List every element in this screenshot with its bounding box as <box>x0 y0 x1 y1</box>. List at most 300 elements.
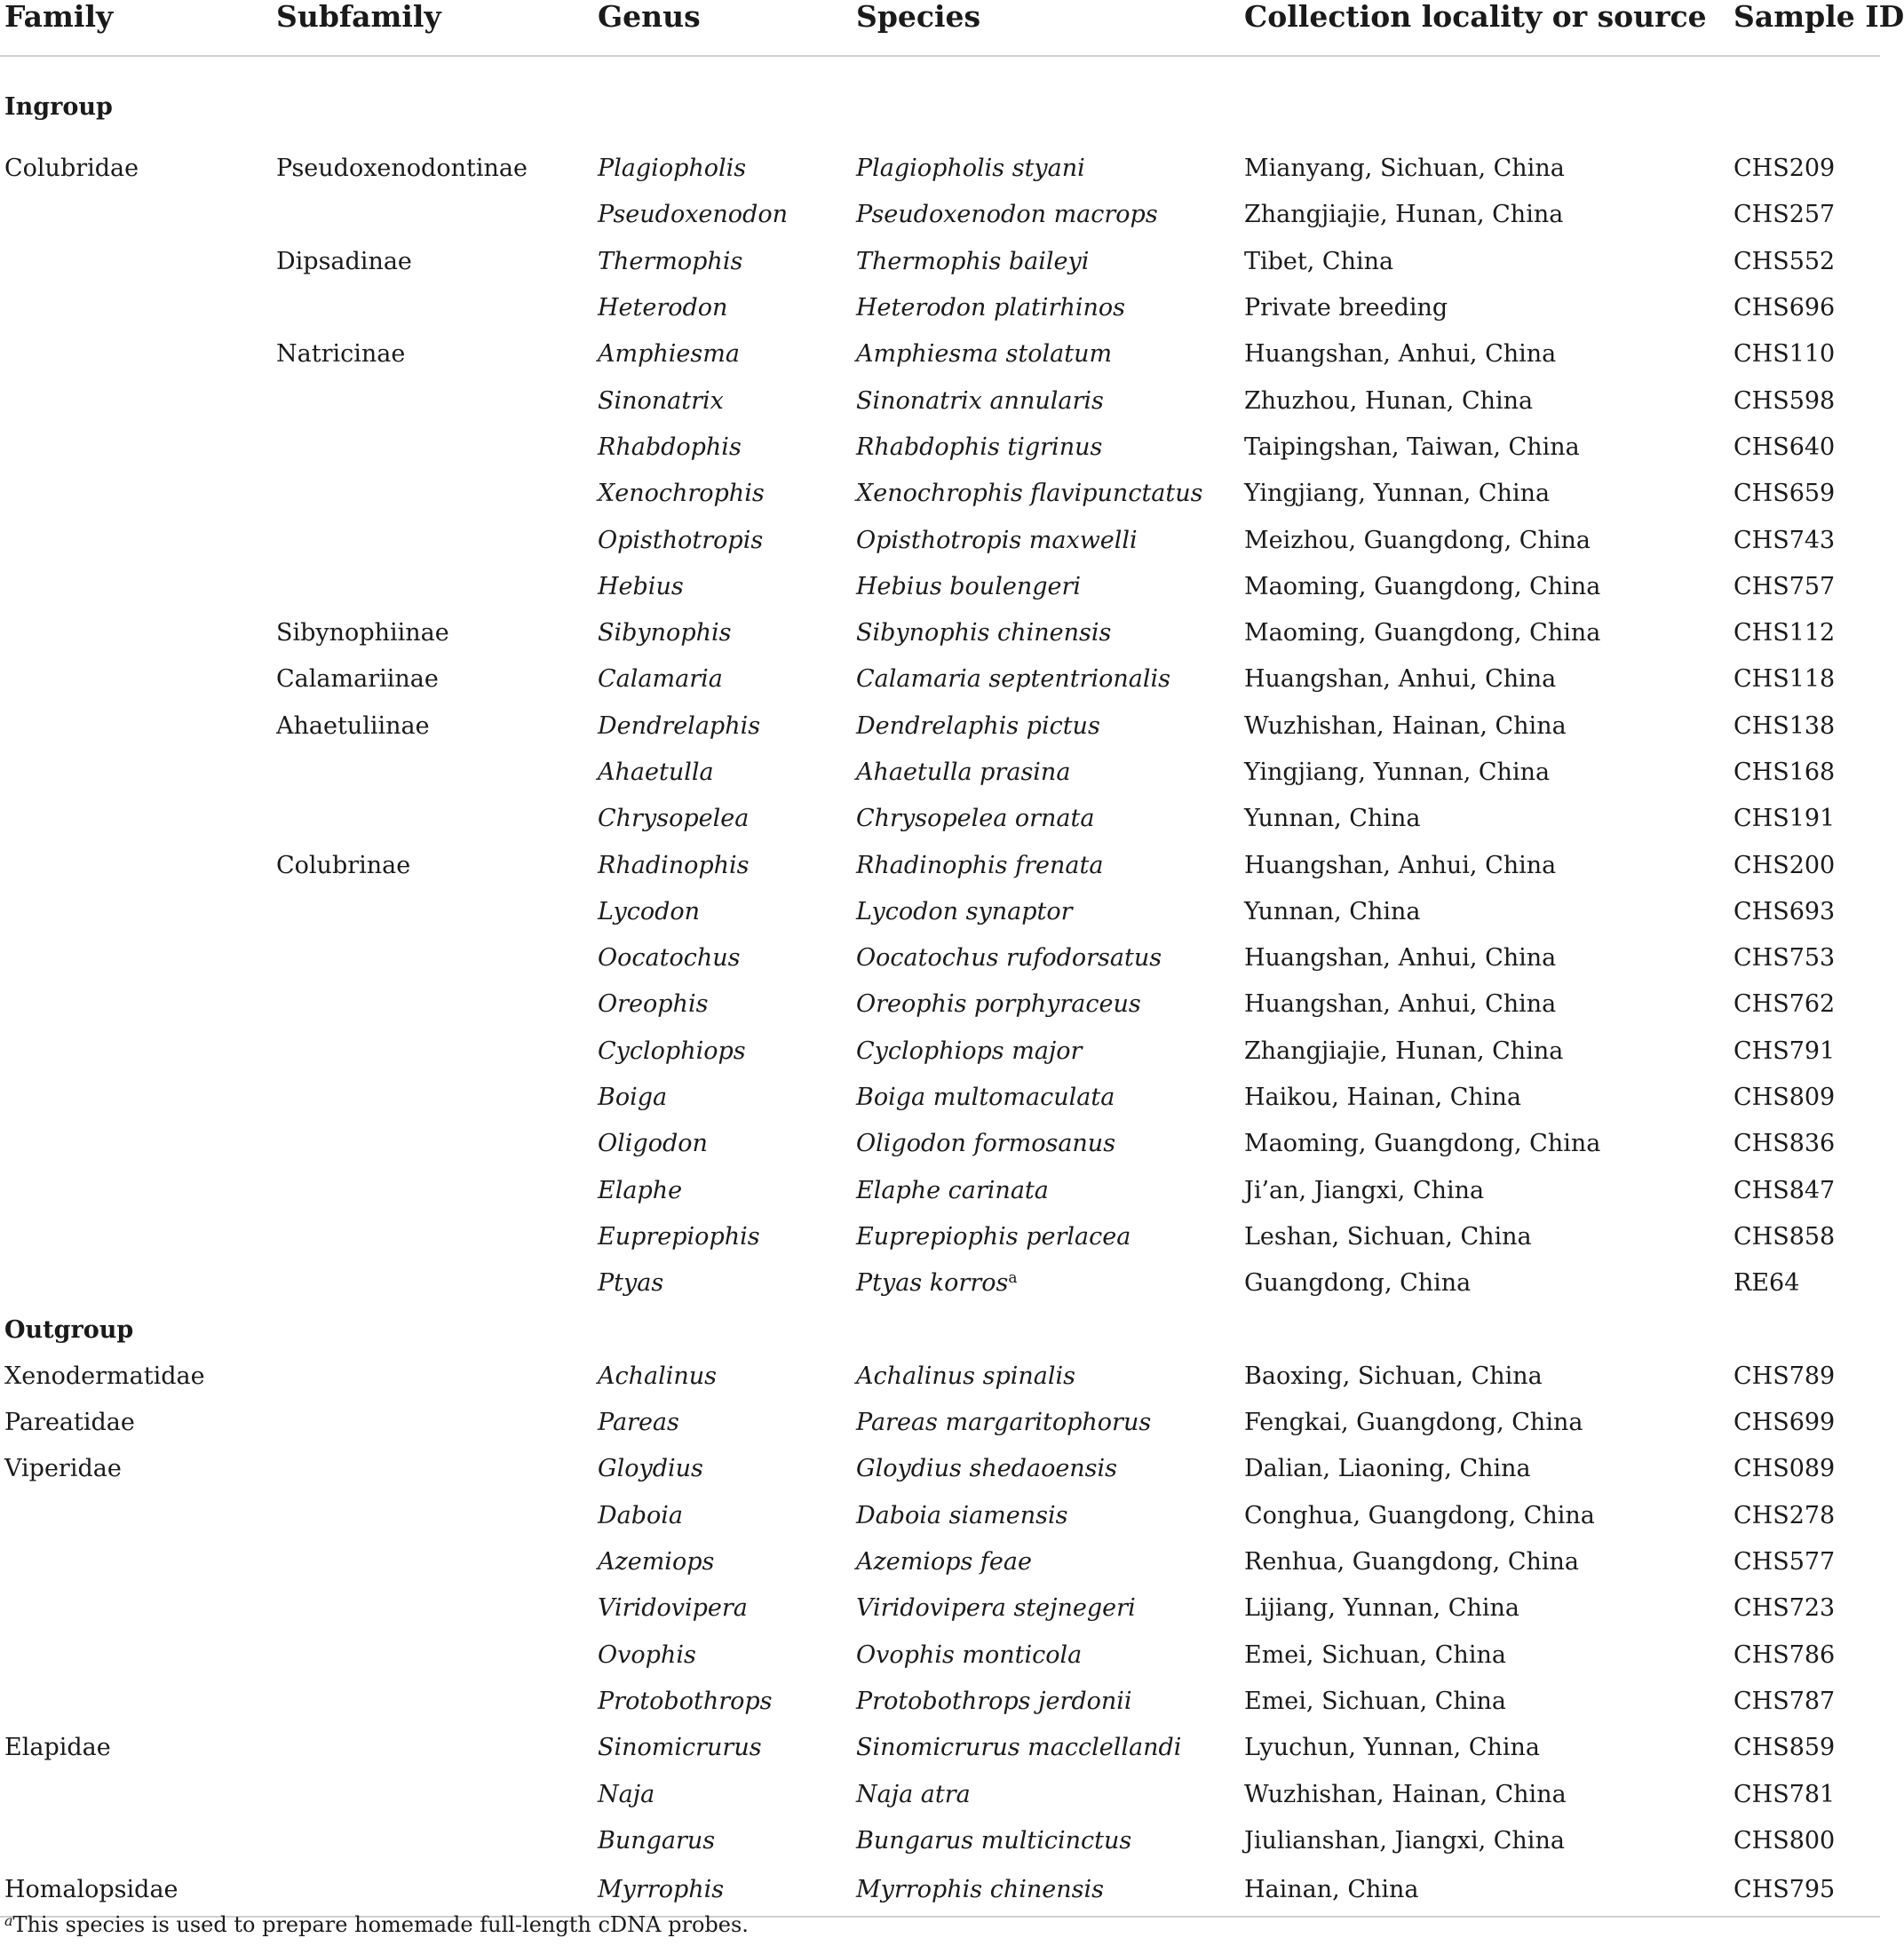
cell-family <box>0 1864 272 1917</box>
cell-family <box>0 285 272 331</box>
cell-species <box>852 750 1240 796</box>
table-row <box>0 935 1880 981</box>
cell-sample <box>1729 1771 1880 1817</box>
cell-sample-text: CHS168 <box>1733 759 1836 786</box>
cell-species-text: Euprepiophis perlacea <box>856 1222 1131 1251</box>
cell-species-text: Hebius boulengeri <box>856 572 1082 600</box>
cell-locality <box>1240 425 1729 471</box>
cell-sample <box>1729 239 1880 285</box>
cell-locality-text: Huangshan, Anhui, China <box>1244 340 1557 369</box>
table-row <box>0 377 1880 424</box>
cell-genus-text: Myrrophis <box>598 1875 725 1903</box>
cell-locality <box>1240 935 1729 981</box>
cell-subfamily <box>272 1725 593 1771</box>
cell-species-text: Oocatochus rufodorsatus <box>856 944 1162 973</box>
cell-species-text: Opisthotropis maxwelli <box>856 526 1138 554</box>
cell-sample-text: CHS257 <box>1733 201 1836 229</box>
cell-family <box>0 146 272 192</box>
cell-family-text: Elapidae <box>4 1734 111 1762</box>
cell-locality-text: Yunnan, China <box>1244 897 1421 925</box>
cell-sample <box>1729 425 1880 471</box>
table-row <box>0 703 1880 750</box>
cell-genus <box>593 239 852 285</box>
cell-sample <box>1729 1679 1880 1725</box>
cell-locality-text: Taipingshan, Taiwan, China <box>1244 433 1580 461</box>
cell-genus-text: Opisthotropis <box>598 526 764 554</box>
cell-subfamily <box>272 1446 593 1492</box>
table-row <box>0 471 1880 517</box>
cell-species <box>852 889 1240 935</box>
cell-genus <box>593 331 852 377</box>
cell-sample-text: CHS209 <box>1733 155 1836 183</box>
cell-subfamily <box>272 1168 593 1214</box>
cell-family <box>0 1400 272 1446</box>
cell-species-text: Sibynophis chinensis <box>856 619 1112 647</box>
header-subfamily: Subfamily <box>276 0 441 34</box>
cell-subfamily <box>272 146 593 192</box>
cell-genus-text: Rhabdophis <box>598 433 742 461</box>
table-row <box>0 1725 1880 1771</box>
cell-genus <box>593 146 852 192</box>
cell-locality <box>1240 1168 1729 1214</box>
cell-family <box>0 377 272 424</box>
cell-locality <box>1240 981 1729 1028</box>
cell-sample-text: RE64 <box>1733 1269 1800 1298</box>
cell-locality <box>1240 1075 1729 1121</box>
cell-family <box>0 1354 272 1400</box>
cell-sample-text: CHS640 <box>1733 433 1836 461</box>
cell-locality-text: Maoming, Guangdong, China <box>1244 619 1601 647</box>
cell-species-text: Achalinus spinalis <box>856 1362 1075 1390</box>
cell-genus-text: Pseudoxenodon <box>598 201 788 229</box>
cell-sample-text: CHS757 <box>1733 572 1836 600</box>
cell-species <box>852 796 1240 842</box>
cell-sample <box>1729 750 1880 796</box>
cell-subfamily <box>272 331 593 377</box>
cell-subfamily <box>272 1585 593 1632</box>
cell-species <box>852 1214 1240 1260</box>
cell-genus <box>593 1818 852 1864</box>
cell-genus-text: Xenochrophis <box>598 480 765 508</box>
cell-locality <box>1240 1818 1729 1864</box>
cell-species <box>852 1260 1240 1307</box>
cell-species <box>852 1029 1240 1075</box>
cell-genus-text: Rhadinophis <box>598 851 750 879</box>
cell-locality <box>1240 1771 1729 1817</box>
cell-family <box>0 1585 272 1632</box>
cell-sample-text: CHS795 <box>1733 1875 1836 1903</box>
cell-sample <box>1729 1446 1880 1492</box>
cell-locality-text: Hainan, China <box>1244 1875 1419 1903</box>
cell-locality-text: Conghua, Guangdong, China <box>1244 1501 1595 1529</box>
cell-sample <box>1729 1493 1880 1539</box>
cell-species-text: Protobothrops jerdonii <box>856 1687 1132 1715</box>
cell-family-text: Viperidae <box>4 1455 122 1483</box>
cell-locality-text: Wuzhishan, Hainan, China <box>1244 711 1567 740</box>
cell-species <box>852 1818 1240 1864</box>
cell-locality <box>1240 1446 1729 1492</box>
cell-subfamily-text: Dipsadinae <box>276 247 412 275</box>
cell-family <box>0 1818 272 1864</box>
cell-genus-text: Lycodon <box>598 897 701 925</box>
table-row <box>0 239 1880 285</box>
cell-species <box>852 471 1240 517</box>
cell-sample <box>1729 377 1880 424</box>
table-row <box>0 1260 1880 1307</box>
cell-family <box>0 1725 272 1771</box>
cell-locality <box>1240 517 1729 563</box>
cell-genus-text: Hebius <box>598 572 684 600</box>
cell-sample <box>1729 1029 1880 1075</box>
cell-family <box>0 750 272 796</box>
cell-species-text: Gloydius shedaoensis <box>856 1455 1118 1483</box>
cell-sample-text: CHS696 <box>1733 294 1836 322</box>
cell-locality-text: Yunnan, China <box>1244 805 1421 833</box>
cell-sample <box>1729 1260 1880 1307</box>
cell-family <box>0 471 272 517</box>
cell-genus-text: Euprepiophis <box>598 1222 760 1251</box>
cell-species-text: Dendrelaphis pictus <box>856 711 1100 740</box>
cell-genus-text: Pareas <box>598 1409 679 1437</box>
cell-genus-text: Bungarus <box>598 1826 716 1855</box>
cell-locality <box>1240 1029 1729 1075</box>
cell-subfamily <box>272 1864 593 1917</box>
cell-sample <box>1729 889 1880 935</box>
table-row <box>0 1168 1880 1214</box>
cell-sample-text: CHS743 <box>1733 526 1836 554</box>
cell-species <box>852 842 1240 888</box>
table-body <box>0 56 1880 1917</box>
cell-genus <box>593 750 852 796</box>
table-row <box>0 656 1880 703</box>
cell-family <box>0 1214 272 1260</box>
cell-genus <box>593 1029 852 1075</box>
cell-sample <box>1729 517 1880 563</box>
table-row <box>0 331 1880 377</box>
table-row <box>0 285 1880 331</box>
cell-species <box>852 285 1240 331</box>
cell-family <box>0 1446 272 1492</box>
cell-subfamily <box>272 471 593 517</box>
cell-species-text: Sinonatrix annularis <box>856 386 1104 415</box>
cell-locality <box>1240 842 1729 888</box>
cell-subfamily <box>272 1771 593 1817</box>
cell-species <box>852 1354 1240 1400</box>
cell-locality-text: Huangshan, Anhui, China <box>1244 990 1557 1019</box>
cell-family-text: Homalopsidae <box>4 1875 178 1903</box>
cell-locality <box>1240 1864 1729 1917</box>
table-row <box>0 889 1880 935</box>
cell-genus <box>593 1354 852 1400</box>
cell-locality-text: Private breeding <box>1244 294 1448 322</box>
cell-subfamily <box>272 1214 593 1260</box>
cell-species-text: Boiga multomaculata <box>856 1084 1115 1112</box>
cell-sample-text: CHS723 <box>1733 1594 1836 1623</box>
cell-locality-text: Zhangjiajie, Hunan, China <box>1244 1037 1564 1065</box>
cell-locality <box>1240 285 1729 331</box>
cell-locality-text: Maoming, Guangdong, China <box>1244 572 1601 600</box>
cell-genus-text: Sinonatrix <box>598 386 724 415</box>
cell-family <box>0 1168 272 1214</box>
cell-genus-text: Achalinus <box>598 1362 718 1390</box>
cell-genus <box>593 285 852 331</box>
cell-genus-text: Elaphe <box>598 1176 683 1204</box>
cell-locality-text: Lyuchun, Yunnan, China <box>1244 1734 1541 1762</box>
cell-genus-text: Viridovipera <box>598 1594 748 1623</box>
cell-locality-text: Mianyang, Sichuan, China <box>1244 155 1565 183</box>
cell-species <box>852 1168 1240 1214</box>
cell-species-text: Cyclophiops major <box>856 1037 1083 1065</box>
cell-species-text: Naja atra <box>856 1780 971 1808</box>
cell-locality-text: Zhangjiajie, Hunan, China <box>1244 201 1564 229</box>
cell-family <box>0 889 272 935</box>
cell-genus-text: Boiga <box>598 1084 668 1112</box>
cell-subfamily <box>272 564 593 610</box>
cell-sample-text: CHS809 <box>1733 1084 1836 1112</box>
table-row <box>0 1029 1880 1075</box>
cell-sample-text: CHS598 <box>1733 386 1836 415</box>
cell-locality <box>1240 1214 1729 1260</box>
cell-species <box>852 1632 1240 1679</box>
cell-family <box>0 703 272 750</box>
table-row <box>0 564 1880 610</box>
cell-genus <box>593 1446 852 1492</box>
cell-subfamily <box>272 1075 593 1121</box>
cell-sample <box>1729 842 1880 888</box>
cell-species-text: Viridovipera stejnegeri <box>856 1594 1136 1623</box>
cell-locality-text: Fengkai, Guangdong, China <box>1244 1409 1583 1437</box>
cell-locality-text: Leshan, Sichuan, China <box>1244 1222 1532 1251</box>
cell-locality <box>1240 564 1729 610</box>
header-row <box>0 0 1880 56</box>
header-locality: Collection locality or source <box>1244 0 1707 34</box>
cell-locality <box>1240 192 1729 238</box>
cell-family <box>0 610 272 656</box>
cell-species-text: Myrrophis chinensis <box>856 1875 1104 1903</box>
cell-sample <box>1729 331 1880 377</box>
cell-species <box>852 517 1240 563</box>
cell-species-text: Elaphe carinata <box>856 1176 1049 1204</box>
cell-genus <box>593 1214 852 1260</box>
cell-species-text: Oreophis porphyraceus <box>856 990 1141 1019</box>
cell-sample <box>1729 564 1880 610</box>
cell-species <box>852 1864 1240 1917</box>
cell-genus <box>593 471 852 517</box>
cell-sample <box>1729 1864 1880 1917</box>
cell-species <box>852 239 1240 285</box>
cell-genus-text: Daboia <box>598 1501 684 1529</box>
cell-genus <box>593 1771 852 1817</box>
cell-genus-text: Chrysopelea <box>598 805 750 833</box>
cell-family <box>0 517 272 563</box>
cell-species <box>852 192 1240 238</box>
cell-species-text: Xenochrophis flavipunctatus <box>856 480 1203 508</box>
cell-subfamily <box>272 377 593 424</box>
cell-locality <box>1240 750 1729 796</box>
table-row <box>0 517 1880 563</box>
header-sample-id: Sample ID <box>1733 0 1904 34</box>
cell-genus-text: Ovophis <box>598 1640 696 1669</box>
cell-locality-text: Wuzhishan, Hainan, China <box>1244 1780 1567 1808</box>
cell-locality-text: Lijiang, Yunnan, China <box>1244 1594 1519 1623</box>
cell-locality-text: Yingjiang, Yunnan, China <box>1244 480 1551 508</box>
cell-subfamily <box>272 1493 593 1539</box>
cell-locality <box>1240 1493 1729 1539</box>
cell-sample-text: CHS800 <box>1733 1826 1836 1855</box>
cell-subfamily <box>272 656 593 703</box>
cell-genus-text: Sibynophis <box>598 619 732 647</box>
cell-species-text: Amphiesma stolatum <box>856 340 1113 369</box>
cell-genus <box>593 1679 852 1725</box>
cell-subfamily <box>272 1260 593 1307</box>
group-label-outgroup: Outgroup <box>4 1315 134 1344</box>
cell-subfamily <box>272 796 593 842</box>
cell-genus-text: Calamaria <box>598 665 723 694</box>
table-row <box>0 750 1880 796</box>
cell-species <box>852 1075 1240 1121</box>
cell-family <box>0 425 272 471</box>
cell-family <box>0 842 272 888</box>
cell-sample-text: CHS787 <box>1733 1687 1836 1715</box>
cell-genus-text: Oreophis <box>598 990 709 1019</box>
cell-genus <box>593 656 852 703</box>
cell-sample <box>1729 285 1880 331</box>
cell-locality-text: Huangshan, Anhui, China <box>1244 851 1557 879</box>
cell-locality-text: Maoming, Guangdong, China <box>1244 1130 1601 1158</box>
cell-genus-text: Ahaetulla <box>598 759 714 786</box>
cell-locality <box>1240 471 1729 517</box>
cell-sample-text: CHS110 <box>1733 340 1836 369</box>
cell-locality <box>1240 1632 1729 1679</box>
cell-species <box>852 1400 1240 1446</box>
cell-species-text: Rhadinophis frenata <box>856 851 1104 879</box>
cell-sample-text: CHS699 <box>1733 1409 1836 1437</box>
cell-genus <box>593 425 852 471</box>
cell-locality-text: Tibet, China <box>1244 247 1394 275</box>
cell-species-text: Pareas margaritophorus <box>856 1409 1152 1437</box>
cell-subfamily <box>272 285 593 331</box>
cell-species-text: Ahaetulla prasina <box>856 759 1071 786</box>
cell-sample <box>1729 471 1880 517</box>
cell-species <box>852 331 1240 377</box>
cell-species-text: Ptyas korros <box>856 1269 1009 1298</box>
cell-subfamily <box>272 425 593 471</box>
table-row <box>0 1818 1880 1864</box>
cell-locality <box>1240 1725 1729 1771</box>
cell-sample-text: CHS118 <box>1733 665 1836 694</box>
cell-genus-text: Azemiops <box>598 1548 715 1577</box>
cell-subfamily <box>272 935 593 981</box>
cell-subfamily <box>272 610 593 656</box>
cell-family <box>0 1029 272 1075</box>
cell-species <box>852 1446 1240 1492</box>
cell-locality <box>1240 1354 1729 1400</box>
cell-genus <box>593 703 852 750</box>
cell-species <box>852 656 1240 703</box>
table-row <box>0 1354 1880 1400</box>
cell-locality <box>1240 377 1729 424</box>
header-species: Species <box>856 0 981 34</box>
cell-species-text: Bungarus multicinctus <box>856 1826 1132 1855</box>
cell-subfamily <box>272 1354 593 1400</box>
cell-genus <box>593 1632 852 1679</box>
cell-locality-text: Haikou, Hainan, China <box>1244 1084 1521 1112</box>
cell-sample <box>1729 796 1880 842</box>
cell-species <box>852 703 1240 750</box>
cell-species <box>852 1771 1240 1817</box>
cell-locality <box>1240 889 1729 935</box>
table-row <box>0 1075 1880 1121</box>
cell-genus-text: Amphiesma <box>598 340 740 369</box>
cell-sample <box>1729 192 1880 238</box>
cell-species <box>852 1121 1240 1167</box>
cell-genus <box>593 796 852 842</box>
table-row <box>0 146 1880 192</box>
cell-genus-text: Dendrelaphis <box>598 711 761 740</box>
cell-sample-text: CHS789 <box>1733 1362 1836 1390</box>
cell-family <box>0 656 272 703</box>
cell-sample <box>1729 1168 1880 1214</box>
cell-family <box>0 1539 272 1585</box>
cell-locality-text: Zhuzhou, Hunan, China <box>1244 386 1534 415</box>
cell-family <box>0 981 272 1028</box>
cell-species <box>852 1725 1240 1771</box>
cell-locality-text: Yingjiang, Yunnan, China <box>1244 759 1551 786</box>
table-row <box>0 1493 1880 1539</box>
cell-locality <box>1240 1260 1729 1307</box>
cell-sample <box>1729 1121 1880 1167</box>
cell-family <box>0 796 272 842</box>
table-row <box>0 1632 1880 1679</box>
cell-locality-text: Meizhou, Guangdong, China <box>1244 526 1591 554</box>
cell-genus-text: Gloydius <box>598 1455 703 1483</box>
cell-subfamily <box>272 703 593 750</box>
table-row <box>0 1121 1880 1167</box>
cell-genus <box>593 377 852 424</box>
cell-locality <box>1240 1679 1729 1725</box>
cell-genus <box>593 1075 852 1121</box>
cell-subfamily <box>272 842 593 888</box>
cell-family <box>0 564 272 610</box>
cell-species-text: Thermophis baileyi <box>856 247 1090 275</box>
cell-genus <box>593 1121 852 1167</box>
cell-sample-text: CHS836 <box>1733 1130 1836 1158</box>
cell-sample-text: CHS112 <box>1733 619 1836 647</box>
table-row <box>0 1585 1880 1632</box>
cell-subfamily <box>272 1818 593 1864</box>
cell-genus <box>593 842 852 888</box>
cell-locality <box>1240 656 1729 703</box>
cell-locality <box>1240 1121 1729 1167</box>
cell-locality-text: Emei, Sichuan, China <box>1244 1687 1506 1715</box>
table-row <box>0 192 1880 238</box>
cell-genus-text: Thermophis <box>598 247 743 275</box>
cell-genus <box>593 1539 852 1585</box>
group-row-ingroup <box>0 56 1880 146</box>
cell-genus <box>593 564 852 610</box>
cell-family <box>0 935 272 981</box>
cell-genus-text: Heterodon <box>598 294 728 322</box>
cell-genus <box>593 610 852 656</box>
cell-genus-text: Naja <box>598 1780 655 1808</box>
cell-sample <box>1729 703 1880 750</box>
cell-sample-text: CHS858 <box>1733 1222 1836 1251</box>
cell-family <box>0 239 272 285</box>
cell-subfamily-text: Natricinae <box>276 340 406 369</box>
cell-genus <box>593 192 852 238</box>
cell-sample-text: CHS089 <box>1733 1455 1836 1483</box>
cell-sample-text: CHS659 <box>1733 480 1836 508</box>
